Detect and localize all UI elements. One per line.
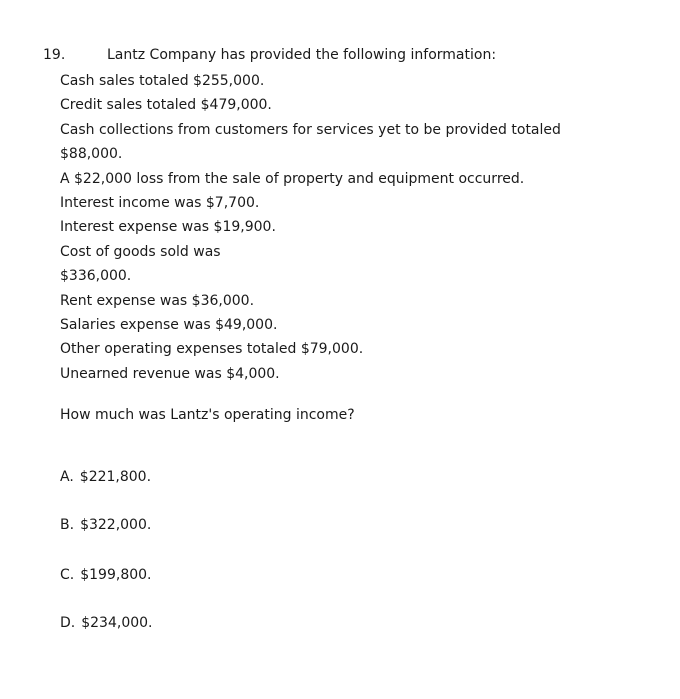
fact-line: $336,000. bbox=[60, 268, 132, 285]
fact-line: Rent expense was $36,000. bbox=[60, 292, 255, 309]
option-letter: A. bbox=[60, 469, 74, 485]
fact-line: Credit sales totaled $479,000. bbox=[60, 97, 272, 114]
facts-list bbox=[60, 69, 600, 386]
fact-line: $88,000. bbox=[60, 146, 123, 163]
answer-option-c[interactable] bbox=[60, 564, 152, 586]
fact-line: Interest income was $7,700. bbox=[60, 195, 260, 212]
option-letter: B. bbox=[60, 517, 75, 533]
fact-line: Cash sales totaled $255,000. bbox=[60, 73, 265, 89]
fact-line: Interest expense was $19,900. bbox=[60, 219, 276, 236]
question-prompt: How much was Lantz's operating income? bbox=[60, 407, 355, 423]
option-value: $322,000. bbox=[80, 517, 152, 533]
question-number: 19. bbox=[43, 47, 66, 63]
answer-option-a[interactable] bbox=[60, 466, 151, 488]
fact-line: Cost of goods sold was bbox=[60, 243, 221, 260]
question-stem: Lantz Company has provided the following information: bbox=[107, 47, 497, 63]
fact-line: Other operating expenses totaled $79,000. bbox=[60, 341, 364, 358]
fact-line: A $22,000 loss from the sale of property and equipment occurred. bbox=[60, 170, 525, 187]
option-letter: C. bbox=[60, 567, 75, 583]
fact-line: Unearned revenue was $4,000. bbox=[60, 365, 280, 382]
option-value: $221,800. bbox=[79, 469, 152, 485]
option-value: $199,800. bbox=[80, 567, 152, 583]
fact-line: Salaries expense was $49,000. bbox=[60, 317, 278, 334]
option-letter: D. bbox=[60, 615, 76, 631]
fact-line: Cash collections from customers for services yet to be provided totaled bbox=[60, 121, 561, 138]
answer-option-b[interactable] bbox=[60, 514, 151, 536]
option-value: $234,000. bbox=[81, 615, 153, 631]
answer-option-d[interactable] bbox=[60, 612, 153, 634]
